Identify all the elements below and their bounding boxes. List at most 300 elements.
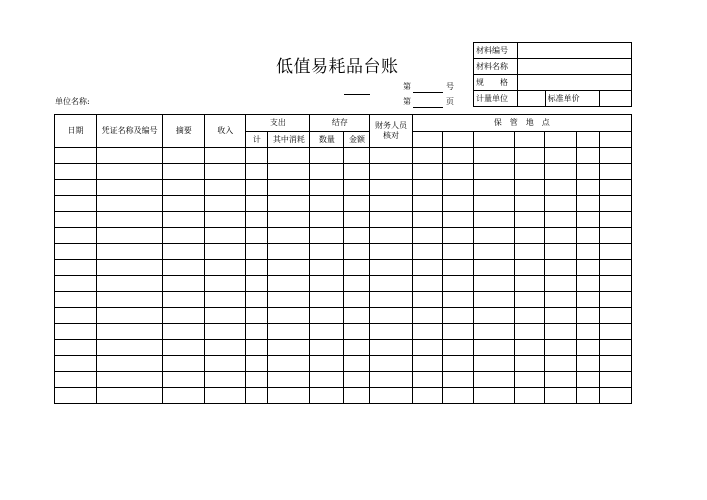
table-row <box>55 260 632 276</box>
storage-cell[interactable] <box>514 132 544 148</box>
ledger-cell[interactable] <box>97 148 163 164</box>
ledger-cell[interactable] <box>268 324 310 340</box>
ledger-cell[interactable] <box>163 308 205 324</box>
ledger-cell[interactable] <box>246 324 268 340</box>
ledger-cell[interactable] <box>599 148 631 164</box>
ledger-cell[interactable] <box>268 196 310 212</box>
ledger-cell[interactable] <box>514 292 544 308</box>
ledger-cell[interactable] <box>163 180 205 196</box>
ledger-cell[interactable] <box>576 180 599 196</box>
ledger-cell[interactable] <box>412 228 442 244</box>
ledger-cell[interactable] <box>442 308 473 324</box>
blank-underline-left <box>344 85 370 95</box>
ledger-cell[interactable] <box>514 276 544 292</box>
ledger-cell[interactable] <box>412 180 442 196</box>
ledger-cell[interactable] <box>310 180 344 196</box>
ledger-cell[interactable] <box>268 164 310 180</box>
ledger-cell[interactable] <box>599 180 631 196</box>
ledger-cell[interactable] <box>205 340 246 356</box>
storage-cell[interactable] <box>544 132 576 148</box>
ledger-cell[interactable] <box>268 180 310 196</box>
standard-price-field[interactable] <box>600 91 632 107</box>
ledger-cell[interactable] <box>246 196 268 212</box>
ledger-cell[interactable] <box>97 372 163 388</box>
table-row <box>55 388 632 404</box>
ledger-cell[interactable] <box>310 212 344 228</box>
ledger-cell[interactable] <box>310 148 344 164</box>
material-info-box <box>473 42 632 107</box>
ledger-cell[interactable] <box>514 244 544 260</box>
ledger-cell[interactable] <box>246 388 268 404</box>
ledger-cell[interactable] <box>473 164 514 180</box>
ledger-cell[interactable] <box>163 292 205 308</box>
storage-cell[interactable] <box>412 132 442 148</box>
ledger-cell[interactable] <box>163 164 205 180</box>
ledger-cell[interactable] <box>205 148 246 164</box>
ledger-cell[interactable] <box>514 324 544 340</box>
ledger-cell[interactable] <box>205 388 246 404</box>
col-balance-amount: 金额 <box>344 132 370 148</box>
ledger-cell[interactable] <box>473 180 514 196</box>
ledger-cell[interactable] <box>514 180 544 196</box>
ledger-cell[interactable] <box>544 244 576 260</box>
ledger-cell[interactable] <box>163 372 205 388</box>
ledger-cell[interactable] <box>442 388 473 404</box>
ledger-cell[interactable] <box>205 196 246 212</box>
ledger-cell[interactable] <box>344 260 370 276</box>
ledger-cell[interactable] <box>599 212 631 228</box>
spec-field[interactable] <box>517 75 631 91</box>
ledger-cell[interactable] <box>599 340 631 356</box>
ledger-cell[interactable] <box>55 340 97 356</box>
ledger-cell[interactable] <box>246 148 268 164</box>
page-prefix: 第 <box>403 97 411 106</box>
ledger-cell[interactable] <box>544 212 576 228</box>
ledger-cell[interactable] <box>442 164 473 180</box>
ledger-cell[interactable] <box>576 308 599 324</box>
ledger-cell[interactable] <box>442 372 473 388</box>
ledger-cell[interactable] <box>246 276 268 292</box>
ledger-cell[interactable] <box>599 388 631 404</box>
ledger-cell[interactable] <box>442 212 473 228</box>
ledger-cell[interactable] <box>344 228 370 244</box>
ledger-cell[interactable] <box>310 356 344 372</box>
ledger-cell[interactable] <box>310 260 344 276</box>
ledger-cell[interactable] <box>370 308 412 324</box>
ledger-cell[interactable] <box>370 148 412 164</box>
ledger-cell[interactable] <box>514 388 544 404</box>
ledger-cell[interactable] <box>310 340 344 356</box>
ledger-cell[interactable] <box>97 276 163 292</box>
ledger-cell[interactable] <box>55 372 97 388</box>
col-balance-qty: 数量 <box>310 132 344 148</box>
material-number-field[interactable] <box>517 43 631 59</box>
ledger-cell[interactable] <box>310 308 344 324</box>
ledger-cell[interactable] <box>412 276 442 292</box>
ledger-cell[interactable] <box>55 196 97 212</box>
ledger-cell[interactable] <box>576 228 599 244</box>
ledger-cell[interactable] <box>473 340 514 356</box>
ledger-cell[interactable] <box>473 212 514 228</box>
ledger-cell[interactable] <box>473 308 514 324</box>
col-summary: 摘要 <box>163 115 205 148</box>
ledger-cell[interactable] <box>55 260 97 276</box>
ledger-cell[interactable] <box>442 276 473 292</box>
ledger-cell[interactable] <box>344 212 370 228</box>
ledger-cell[interactable] <box>205 372 246 388</box>
ledger-cell[interactable] <box>576 196 599 212</box>
ledger-cell[interactable] <box>97 356 163 372</box>
ledger-cell[interactable] <box>246 180 268 196</box>
ledger-cell[interactable] <box>370 244 412 260</box>
ledger-cell[interactable] <box>55 228 97 244</box>
ledger-cell[interactable] <box>310 388 344 404</box>
ledger-cell[interactable] <box>514 372 544 388</box>
page-underline <box>413 98 443 108</box>
ledger-cell[interactable] <box>310 196 344 212</box>
ledger-cell[interactable] <box>544 292 576 308</box>
number-underline <box>413 83 443 93</box>
ledger-cell[interactable] <box>576 148 599 164</box>
ledger-cell[interactable] <box>473 196 514 212</box>
ledger-cell[interactable] <box>55 292 97 308</box>
ledger-cell[interactable] <box>205 180 246 196</box>
ledger-cell[interactable] <box>205 324 246 340</box>
ledger-cell[interactable] <box>599 196 631 212</box>
ledger-cell[interactable] <box>442 180 473 196</box>
ledger-cell[interactable] <box>163 340 205 356</box>
ledger-cell[interactable] <box>310 244 344 260</box>
table-row <box>55 244 632 260</box>
ledger-cell[interactable] <box>442 340 473 356</box>
ledger-cell[interactable] <box>412 148 442 164</box>
ledger-cell[interactable] <box>412 372 442 388</box>
ledger-cell[interactable] <box>473 372 514 388</box>
ledger-cell[interactable] <box>55 180 97 196</box>
ledger-cell[interactable] <box>576 292 599 308</box>
storage-cell[interactable] <box>576 132 599 148</box>
ledger-cell[interactable] <box>514 164 544 180</box>
ledger-cell[interactable] <box>97 164 163 180</box>
col-income: 收入 <box>205 115 246 148</box>
ledger-cell[interactable] <box>97 260 163 276</box>
ledger-cell[interactable] <box>55 244 97 260</box>
ledger-cell[interactable] <box>442 244 473 260</box>
table-row <box>55 180 632 196</box>
ledger-cell[interactable] <box>205 164 246 180</box>
ledger-cell[interactable] <box>544 164 576 180</box>
ledger-cell[interactable] <box>412 388 442 404</box>
ledger-cell[interactable] <box>544 324 576 340</box>
ledger-cell[interactable] <box>442 196 473 212</box>
ledger-cell[interactable] <box>442 292 473 308</box>
ledger-cell[interactable] <box>55 324 97 340</box>
ledger-cell[interactable] <box>442 324 473 340</box>
ledger-cell[interactable] <box>205 276 246 292</box>
ledger-cell[interactable] <box>370 292 412 308</box>
ledger-cell[interactable] <box>370 356 412 372</box>
ledger-cell[interactable] <box>246 308 268 324</box>
ledger-cell[interactable] <box>370 260 412 276</box>
ledger-cell[interactable] <box>544 148 576 164</box>
ledger-cell[interactable] <box>310 324 344 340</box>
ledger-cell[interactable] <box>544 308 576 324</box>
ledger-cell[interactable] <box>344 276 370 292</box>
table-row <box>55 164 632 180</box>
ledger-cell[interactable] <box>268 292 310 308</box>
ledger-cell[interactable] <box>344 148 370 164</box>
ledger-cell[interactable] <box>412 244 442 260</box>
ledger-cell[interactable] <box>544 276 576 292</box>
ledger-cell[interactable] <box>412 340 442 356</box>
ledger-cell[interactable] <box>442 148 473 164</box>
ledger-cell[interactable] <box>163 276 205 292</box>
ledger-cell[interactable] <box>344 292 370 308</box>
ledger-cell[interactable] <box>514 148 544 164</box>
ledger-cell[interactable] <box>344 308 370 324</box>
ledger-cell[interactable] <box>163 148 205 164</box>
ledger-cell[interactable] <box>544 340 576 356</box>
ledger-cell[interactable] <box>544 180 576 196</box>
table-row <box>55 372 632 388</box>
ledger-cell[interactable] <box>344 340 370 356</box>
ledger-cell[interactable] <box>514 308 544 324</box>
ledger-cell[interactable] <box>268 388 310 404</box>
col-storage-location: 保 管 地 点 <box>412 115 631 132</box>
ledger-cell[interactable] <box>163 388 205 404</box>
ledger-cell[interactable] <box>163 196 205 212</box>
ledger-cell[interactable] <box>576 244 599 260</box>
ledger-cell[interactable] <box>442 260 473 276</box>
ledger-cell[interactable] <box>268 244 310 260</box>
ledger-cell[interactable] <box>370 196 412 212</box>
ledger-cell[interactable] <box>97 196 163 212</box>
ledger-cell[interactable] <box>544 372 576 388</box>
ledger-cell[interactable] <box>544 260 576 276</box>
table-row <box>55 340 632 356</box>
ledger-cell[interactable] <box>370 340 412 356</box>
ledger-cell[interactable] <box>599 356 631 372</box>
ledger-cell[interactable] <box>599 276 631 292</box>
storage-cell[interactable] <box>442 132 473 148</box>
ledger-cell[interactable] <box>473 244 514 260</box>
ledger-cell[interactable] <box>55 388 97 404</box>
ledger-cell[interactable] <box>576 372 599 388</box>
unit-field[interactable] <box>517 91 545 107</box>
material-name-label: 材料名称 <box>474 59 518 75</box>
ledger-cell[interactable] <box>412 324 442 340</box>
ledger-cell[interactable] <box>97 244 163 260</box>
ledger-cell[interactable] <box>205 308 246 324</box>
ledger-cell[interactable] <box>473 356 514 372</box>
page-title: 低值易耗品台账 <box>276 57 399 77</box>
unit-label: 计量单位 <box>474 91 518 107</box>
ledger-cell[interactable] <box>55 276 97 292</box>
ledger-cell[interactable] <box>412 356 442 372</box>
ledger-cell[interactable] <box>514 212 544 228</box>
ledger-cell[interactable] <box>268 340 310 356</box>
ledger-cell[interactable] <box>55 164 97 180</box>
col-expense-total: 计 <box>246 132 268 148</box>
ledger-cell[interactable] <box>310 292 344 308</box>
ledger-cell[interactable] <box>163 228 205 244</box>
ledger-cell[interactable] <box>97 292 163 308</box>
ledger-cell[interactable] <box>370 180 412 196</box>
ledger-cell[interactable] <box>246 164 268 180</box>
ledger-cell[interactable] <box>163 324 205 340</box>
ledger-cell[interactable] <box>205 356 246 372</box>
ledger-cell[interactable] <box>246 228 268 244</box>
ledger-cell[interactable] <box>544 228 576 244</box>
ledger-cell[interactable] <box>268 212 310 228</box>
table-row <box>55 212 632 228</box>
ledger-cell[interactable] <box>576 356 599 372</box>
ledger-cell[interactable] <box>514 356 544 372</box>
ledger-cell[interactable] <box>514 196 544 212</box>
ledger-cell[interactable] <box>544 388 576 404</box>
ledger-cell[interactable] <box>97 324 163 340</box>
ledger-cell[interactable] <box>412 308 442 324</box>
ledger-cell[interactable] <box>599 372 631 388</box>
ledger-cell[interactable] <box>55 356 97 372</box>
ledger-cell[interactable] <box>599 244 631 260</box>
ledger-cell[interactable] <box>246 340 268 356</box>
ledger-cell[interactable] <box>473 292 514 308</box>
verify-line-2: 核对 <box>383 131 399 140</box>
ledger-cell[interactable] <box>599 308 631 324</box>
ledger-cell[interactable] <box>442 356 473 372</box>
ledger-cell[interactable] <box>576 260 599 276</box>
ledger-cell[interactable] <box>576 340 599 356</box>
ledger-cell[interactable] <box>370 276 412 292</box>
ledger-cell[interactable] <box>576 388 599 404</box>
ledger-cell[interactable] <box>412 164 442 180</box>
ledger-cell[interactable] <box>344 164 370 180</box>
ledger-cell[interactable] <box>370 212 412 228</box>
ledger-cell[interactable] <box>310 228 344 244</box>
ledger-cell[interactable] <box>576 164 599 180</box>
ledger-cell[interactable] <box>514 260 544 276</box>
ledger-cell[interactable] <box>205 244 246 260</box>
ledger-cell[interactable] <box>473 324 514 340</box>
ledger-cell[interactable] <box>310 372 344 388</box>
ledger-cell[interactable] <box>246 212 268 228</box>
ledger-cell[interactable] <box>473 276 514 292</box>
ledger-cell[interactable] <box>344 356 370 372</box>
ledger-cell[interactable] <box>442 228 473 244</box>
ledger-cell[interactable] <box>163 356 205 372</box>
ledger-cell[interactable] <box>205 228 246 244</box>
ledger-cell[interactable] <box>268 148 310 164</box>
ledger-cell[interactable] <box>268 260 310 276</box>
storage-cell[interactable] <box>473 132 514 148</box>
ledger-cell[interactable] <box>205 292 246 308</box>
ledger-cell[interactable] <box>370 228 412 244</box>
ledger-cell[interactable] <box>370 324 412 340</box>
table-row <box>55 308 632 324</box>
col-finance-verify <box>370 115 412 148</box>
ledger-cell[interactable] <box>97 340 163 356</box>
ledger-cell[interactable] <box>268 276 310 292</box>
ledger-cell[interactable] <box>412 196 442 212</box>
ledger-cell[interactable] <box>97 212 163 228</box>
ledger-cell[interactable] <box>268 372 310 388</box>
ledger-cell[interactable] <box>344 180 370 196</box>
ledger-cell[interactable] <box>246 356 268 372</box>
number-suffix: 号 <box>446 82 454 91</box>
ledger-cell[interactable] <box>514 228 544 244</box>
ledger-cell[interactable] <box>599 228 631 244</box>
ledger-cell[interactable] <box>576 324 599 340</box>
ledger-cell[interactable] <box>163 212 205 228</box>
ledger-cell[interactable] <box>97 388 163 404</box>
ledger-cell[interactable] <box>97 228 163 244</box>
ledger-cell[interactable] <box>163 260 205 276</box>
material-number-label: 材料编号 <box>474 43 518 59</box>
ledger-cell[interactable] <box>344 196 370 212</box>
ledger-cell[interactable] <box>97 308 163 324</box>
col-voucher: 凭证名称及编号 <box>97 115 163 148</box>
ledger-cell[interactable] <box>246 292 268 308</box>
ledger-cell[interactable] <box>344 324 370 340</box>
ledger-cell[interactable] <box>544 196 576 212</box>
ledger-cell[interactable] <box>55 148 97 164</box>
ledger-cell[interactable] <box>268 356 310 372</box>
ledger-cell[interactable] <box>246 260 268 276</box>
table-row <box>55 148 632 164</box>
ledger-cell[interactable] <box>576 276 599 292</box>
ledger-cell[interactable] <box>205 212 246 228</box>
ledger-cell[interactable] <box>268 308 310 324</box>
ledger-cell[interactable] <box>599 324 631 340</box>
ledger-cell[interactable] <box>599 260 631 276</box>
ledger-cell[interactable] <box>246 244 268 260</box>
ledger-cell[interactable] <box>97 180 163 196</box>
storage-cell[interactable] <box>599 132 631 148</box>
ledger-cell[interactable] <box>599 164 631 180</box>
ledger-cell[interactable] <box>268 228 310 244</box>
ledger-cell[interactable] <box>55 212 97 228</box>
ledger-cell[interactable] <box>205 260 246 276</box>
ledger-cell[interactable] <box>55 308 97 324</box>
ledger-cell[interactable] <box>344 372 370 388</box>
ledger-cell[interactable] <box>370 388 412 404</box>
ledger-cell[interactable] <box>514 340 544 356</box>
ledger-cell[interactable] <box>576 212 599 228</box>
ledger-cell[interactable] <box>412 212 442 228</box>
ledger-cell[interactable] <box>310 276 344 292</box>
col-expense: 支出 <box>246 115 310 132</box>
ledger-cell[interactable] <box>370 164 412 180</box>
ledger-cell[interactable] <box>473 148 514 164</box>
table-row <box>55 276 632 292</box>
ledger-cell[interactable] <box>344 244 370 260</box>
ledger-cell[interactable] <box>163 244 205 260</box>
ledger-cell[interactable] <box>473 388 514 404</box>
ledger-cell[interactable] <box>473 260 514 276</box>
ledger-cell[interactable] <box>344 388 370 404</box>
ledger-cell[interactable] <box>310 164 344 180</box>
ledger-cell[interactable] <box>412 292 442 308</box>
ledger-cell[interactable] <box>370 372 412 388</box>
ledger-cell[interactable] <box>599 292 631 308</box>
col-expense-consumed: 其中消耗 <box>268 132 310 148</box>
material-name-field[interactable] <box>517 59 631 75</box>
ledger-cell[interactable] <box>473 228 514 244</box>
ledger-cell[interactable] <box>544 356 576 372</box>
ledger-cell[interactable] <box>246 372 268 388</box>
ledger-cell[interactable] <box>412 260 442 276</box>
